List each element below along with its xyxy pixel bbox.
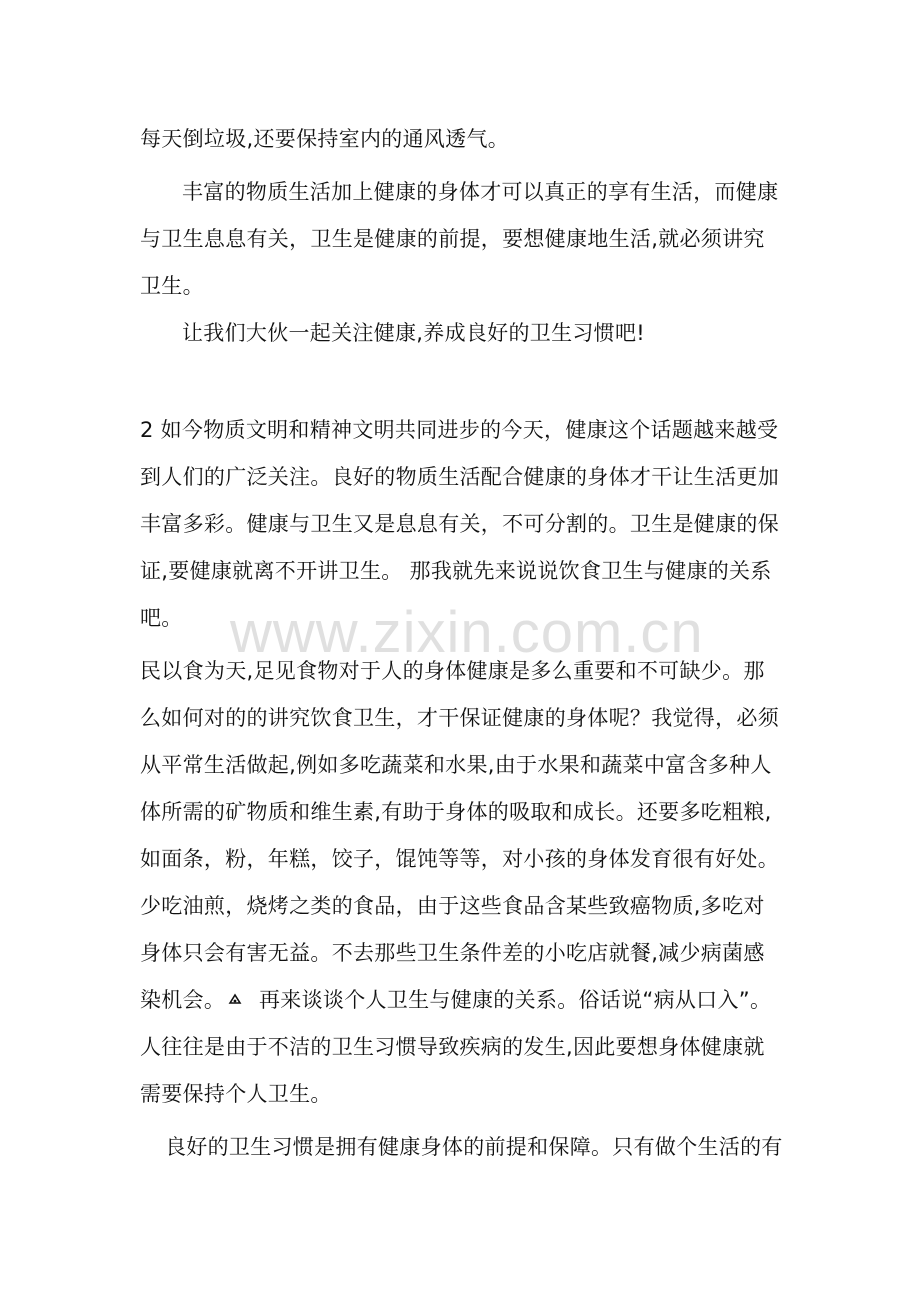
text-line: 染机会。: [140, 988, 226, 1012]
text-line: 么如何对的的讲究饮食卫生，才干保证健康的身体呢？我觉得，必须: [140, 706, 779, 730]
text-line: 丰富多彩。健康与卫生又是息息有关，不可分割的。卫生是健康的保: [140, 512, 779, 536]
paragraph-first-line: 2 如今物质文明和精神文明共同进步的今天，健康这个话题越来越受: [140, 418, 779, 442]
paragraph-first-line: 让我们大伙一起关注健康,养成良好的卫生习惯吧!: [182, 321, 645, 345]
text-line: 证,要健康就离不开讲卫生。 那我就先来说说饮食卫生与健康的关系: [140, 559, 772, 583]
text-line: 与卫生息息有关，卫生是健康的前提，要想健康地生活,就必须讲究: [140, 227, 765, 251]
paragraph-first-line: 丰富的物质生活加上健康的身体才可以真正的享有生活，而健康: [182, 180, 779, 204]
watermark: www.zixin.com.cn: [230, 600, 704, 665]
text-line: 身体只会有害无益。不去那些卫生条件差的小吃店就餐,减少病菌感: [140, 941, 765, 965]
text-line: 体所需的矿物质和维生素,有助于身体的吸取和成长。还要多吃粗粮,: [140, 800, 772, 824]
text-line: 如面条，粉，年糕，饺子，馄饨等等，对小孩的身体发育很有好处。: [140, 847, 779, 871]
text-line: 从平常生活做起,例如多吃蔬菜和水果,由于水果和蔬菜中富含多种人: [140, 753, 772, 777]
text-line: 卫生。: [140, 274, 204, 298]
text-line: 人往往是由于不洁的卫生习惯导致疾病的发生,因此要想身体健康就: [140, 1035, 765, 1059]
paragraph-first-line: 良好的卫生习惯是拥有健康身体的前提和保障。只有做个生活的有: [165, 1135, 783, 1159]
paragraph-first-line: 民以食为天,足见食物对于人的身体健康是多么重要和不可缺少。那: [140, 659, 765, 683]
text-line: 少吃油煎，烧烤之类的食品，由于这些食品含某些致癌物质,多吃对: [140, 894, 765, 918]
small-mark-icon: [228, 992, 242, 1006]
text-line: 再来谈谈个人卫生与健康的关系。俗话说“病从口入”。: [259, 988, 772, 1012]
text-line: 需要保持个人卫生。: [140, 1082, 332, 1106]
text-line: 到人们的广泛关注。良好的物质生活配合健康的身体才干让生活更加: [140, 465, 779, 489]
text-line: 每天倒垃圾,还要保持室内的通风透气。: [140, 127, 510, 151]
text-line: 吧。: [140, 606, 183, 630]
